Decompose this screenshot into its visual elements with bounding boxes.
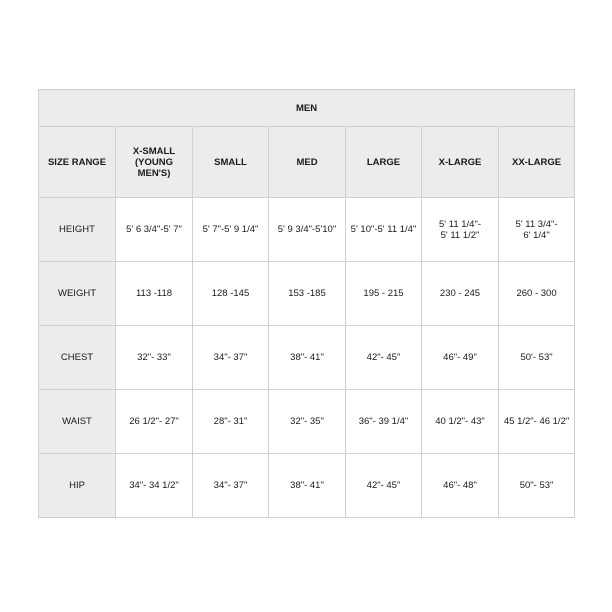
- table-cell: 32"- 33": [116, 326, 193, 390]
- table-cell: 5' 11 3/4"- 6' 1/4": [499, 198, 575, 262]
- table-cell: 40 1/2"- 43": [422, 390, 499, 454]
- table-cell: 45 1/2"- 46 1/2": [499, 390, 575, 454]
- table-cell: 113 -118: [116, 262, 193, 326]
- title-row: [39, 90, 575, 127]
- table-row-waist: [39, 390, 575, 454]
- table-cell: 5' 10"-5' 11 1/4": [346, 198, 422, 262]
- row-label-waist: WAIST: [39, 390, 116, 454]
- table-cell: 32"- 35": [269, 390, 346, 454]
- row-label-chest: CHEST: [39, 326, 116, 390]
- table-cell: 5' 6 3/4"-5' 7": [116, 198, 193, 262]
- row-label-weight: WEIGHT: [39, 262, 116, 326]
- column-header-x-small: X-SMALL (YOUNG MEN'S): [116, 127, 193, 198]
- table-row-height: [39, 198, 575, 262]
- header-row: [39, 127, 575, 198]
- table-cell: 128 -145: [193, 262, 269, 326]
- table-cell: 50'- 53": [499, 326, 575, 390]
- column-header-xx-large: XX-LARGE: [499, 127, 575, 198]
- chart-title: MEN: [39, 90, 575, 127]
- row-label-height: HEIGHT: [39, 198, 116, 262]
- table-cell: 195 - 215: [346, 262, 422, 326]
- table-cell: 153 -185: [269, 262, 346, 326]
- table-cell: 42"- 45": [346, 454, 422, 518]
- table-cell: 230 - 245: [422, 262, 499, 326]
- table-cell: 34"- 34 1/2": [116, 454, 193, 518]
- table-cell: 34"- 37": [193, 326, 269, 390]
- table-cell: 38"- 41": [269, 454, 346, 518]
- table-cell: 46"- 49": [422, 326, 499, 390]
- table-row-hip: [39, 454, 575, 518]
- table-cell: 28"- 31": [193, 390, 269, 454]
- table-cell: 42"- 45": [346, 326, 422, 390]
- table-cell: 5' 9 3/4"-5'10": [269, 198, 346, 262]
- table-row-weight: [39, 262, 575, 326]
- column-header-size-range: SIZE RANGE: [39, 127, 116, 198]
- column-header-x-large: X-LARGE: [422, 127, 499, 198]
- table-cell: 260 - 300: [499, 262, 575, 326]
- size-chart-table: [38, 89, 575, 518]
- table-cell: 26 1/2"- 27": [116, 390, 193, 454]
- table-row-chest: [39, 326, 575, 390]
- table-cell: 50"- 53": [499, 454, 575, 518]
- row-label-hip: HIP: [39, 454, 116, 518]
- table-cell: 38"- 41": [269, 326, 346, 390]
- table-cell: 46"- 48": [422, 454, 499, 518]
- column-header-large: LARGE: [346, 127, 422, 198]
- table-cell: 36"- 39 1/4": [346, 390, 422, 454]
- column-header-med: MED: [269, 127, 346, 198]
- table-cell: 5' 11 1/4"- 5' 11 1/2": [422, 198, 499, 262]
- column-header-small: SMALL: [193, 127, 269, 198]
- table-cell: 34"- 37": [193, 454, 269, 518]
- table-cell: 5' 7"-5' 9 1/4": [193, 198, 269, 262]
